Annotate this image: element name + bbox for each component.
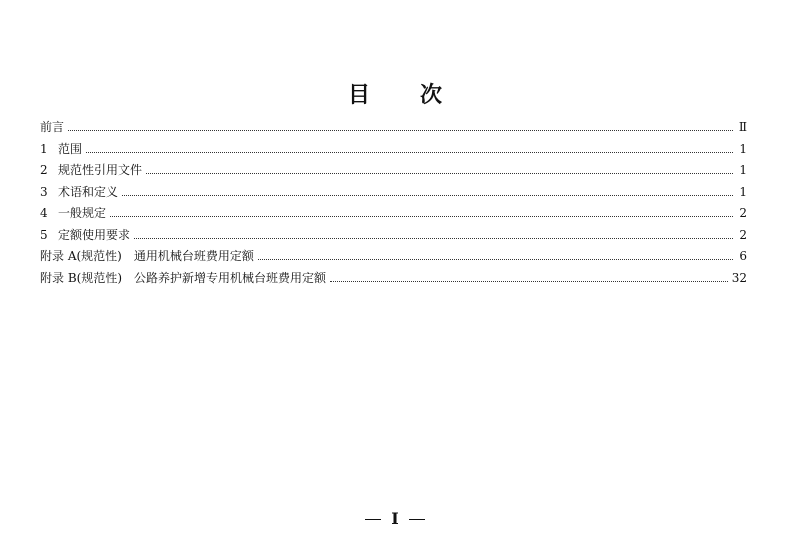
leader-dots [330,281,728,282]
toc-entry-page: 1 [739,163,747,177]
toc-entry-page: 2 [739,227,747,242]
table-of-contents [40,117,747,289]
toc-entry-page: 1 [739,141,747,156]
toc-title [0,78,790,109]
leader-dots [146,173,733,174]
footer-dash-left [365,519,381,520]
toc-entry-page: 6 [739,249,747,263]
toc-entry-preface[interactable] [40,117,747,139]
toc-entry-5[interactable] [40,225,747,247]
title-char-2: 次 [420,83,443,108]
toc-entry-number: 4 [40,206,48,220]
toc-entry-number: 2 [40,163,48,177]
toc-entry-page: 32 [731,270,747,285]
toc-entry-3[interactable] [40,182,747,204]
toc-entry-appendix-b[interactable] [40,268,747,290]
toc-entry-page: Ⅱ [738,120,747,134]
toc-entry-number: 3 [40,184,48,199]
toc-entry-number: 5 [40,227,48,242]
title-char-1: 目 [347,83,370,108]
leader-dots [68,130,733,131]
toc-entry-page: 1 [739,184,747,199]
leader-dots [122,195,733,196]
toc-entry-number: 1 [40,141,48,156]
toc-entry-label: 一般规定 [58,206,107,220]
leader-dots [134,238,733,239]
page-footer [0,509,790,528]
toc-entry-label: 附录 B(规范性) 公路养护新增专用机械台班费用定额 [40,270,326,285]
leader-dots [110,216,733,217]
toc-entry-label: 范围 [58,141,83,156]
toc-entry-page: 2 [739,206,747,220]
toc-entry-label: 定额使用要求 [58,227,131,242]
footer-dash-right [409,519,425,520]
toc-entry-4[interactable] [40,203,747,225]
toc-entry-appendix-a[interactable] [40,246,747,268]
toc-entry-label: 规范性引用文件 [58,163,143,177]
leader-dots [258,259,733,260]
page-number: I [391,509,399,528]
toc-entry-label: 附录 A(规范性) 通用机械台班费用定额 [40,249,254,263]
toc-entry-label: 前言 [40,120,65,134]
toc-entry-label: 术语和定义 [58,184,119,199]
toc-entry-1[interactable] [40,139,747,161]
leader-dots [86,152,733,153]
toc-entry-2[interactable] [40,160,747,182]
